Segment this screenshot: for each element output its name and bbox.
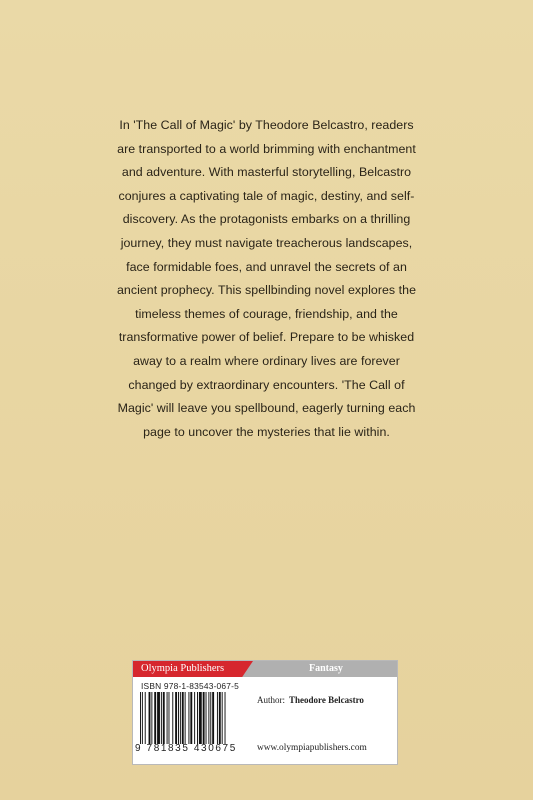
barcode-bar xyxy=(206,692,207,744)
barcode-bar xyxy=(163,692,165,744)
barcode-bar xyxy=(161,692,162,744)
barcode-bar xyxy=(208,692,209,744)
publisher-website: www.olympiapublishers.com xyxy=(257,743,367,753)
barcode-bar xyxy=(190,692,192,744)
barcode-bar xyxy=(151,692,152,744)
author-line xyxy=(257,694,364,706)
book-blurb: In 'The Call of Magic' by Theodore Belcastro, readers are transported to a world brimming with enchantment and adventure. With masterful storytelling, Belcastro conjures a captivating tale of magic, destiny, and self-discovery. As the protagonists embarks on a thrilling journey, they must navigate treacherous landscapes, face formidable foes, and unravel the secrets of an ancient prophecy. This spellbinding novel explores the timeless themes of courage, friendship, and the transformative power of belief. Prepare to be whisked away to a realm where ordinary lives are forever changed by extraordinary encounters. 'The Call of Magic' will leave you spellbound, eagerly turning each page to uncover the mysteries that lie within. xyxy=(116,118,417,439)
barcode-bar xyxy=(178,692,179,744)
barcode-bar xyxy=(149,692,151,744)
barcode-bar xyxy=(210,692,211,744)
barcode-bar xyxy=(182,692,184,744)
barcode-bar xyxy=(157,692,160,744)
barcode-bar xyxy=(222,692,223,744)
barcode-bar xyxy=(197,692,198,744)
barcode-bar xyxy=(203,692,205,744)
barcode-bar xyxy=(185,692,186,744)
author-name: Theodore Belcastro xyxy=(289,695,364,705)
barcode-panel xyxy=(132,660,398,765)
barcode-digits: 9 781835 430675 xyxy=(135,743,237,754)
barcode-bar xyxy=(140,692,141,744)
barcode-bar xyxy=(154,692,156,744)
barcode-bar xyxy=(188,692,189,744)
barcode-bar xyxy=(217,692,218,744)
barcode-bar xyxy=(180,692,181,744)
barcode-bar xyxy=(225,692,226,744)
isbn-text: ISBN 978-1-83543-067-5 xyxy=(141,681,239,691)
barcode-bar xyxy=(172,692,173,744)
barcode-bar xyxy=(194,692,195,744)
barcode-bar xyxy=(169,692,170,744)
barcode-bar xyxy=(212,692,214,744)
barcode-bar xyxy=(145,692,146,744)
publisher-name: Olympia Publishers xyxy=(141,663,225,674)
genre-label: Fantasy xyxy=(309,663,343,674)
barcode-image xyxy=(140,692,244,744)
author-label: Author: xyxy=(257,695,285,705)
barcode-bar xyxy=(219,692,221,744)
barcode-bar xyxy=(199,692,202,744)
barcode-bar xyxy=(142,692,143,744)
barcode-bar xyxy=(167,692,168,744)
barcode-bar xyxy=(175,692,177,744)
